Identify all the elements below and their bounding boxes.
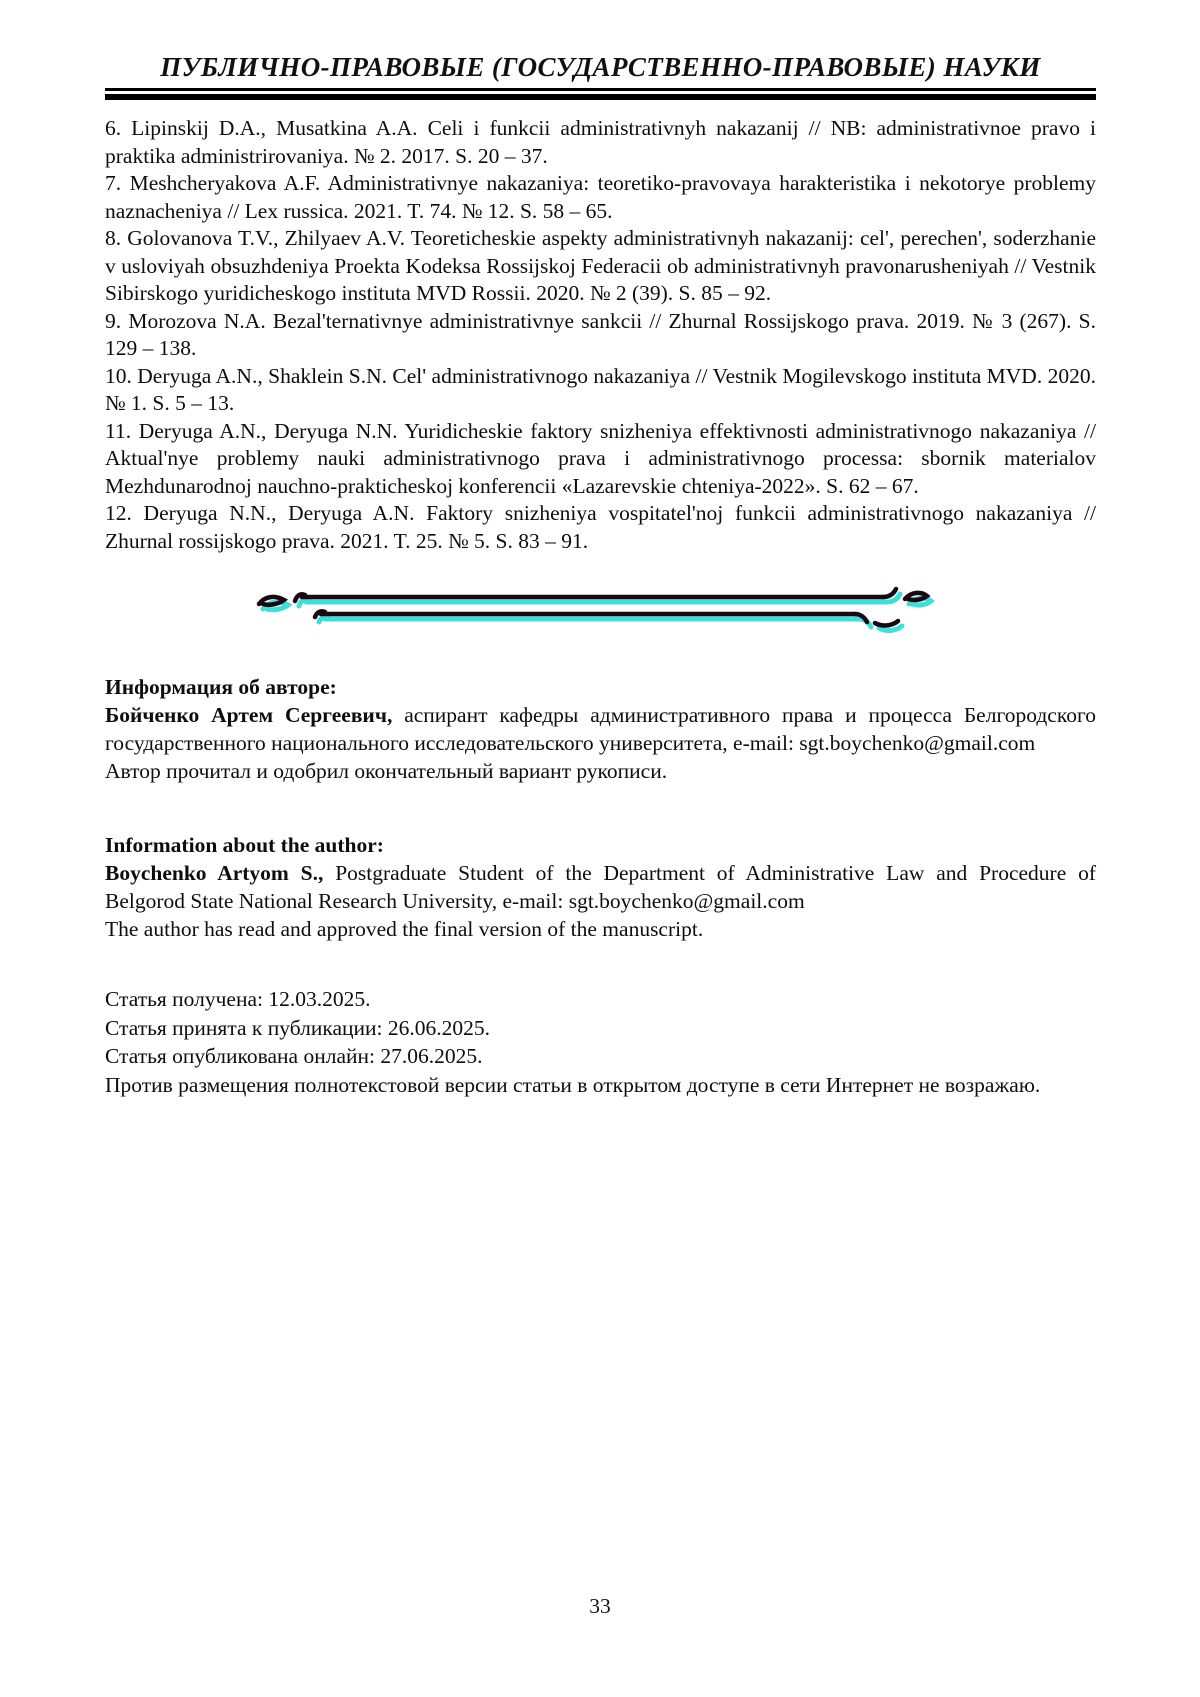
section-divider: [105, 585, 1096, 637]
author-info-en-body: [105, 859, 1096, 915]
reference-item: 10. Deryuga A.N., Shaklein S.N. Cel' administrativnogo nakazaniya // Vestnik Mogilevskogo instituta MVD. 2020. № 1. S. 5 – 13.: [105, 363, 1096, 415]
reference-item: 11. Deryuga A.N., Deryuga N.N. Yuridicheskie faktory snizheniya effektivnosti administrativnogo nakazaniya // Aktual'nye problemy nauki administrativnogo prava i administrativnogo processa: sbornik materialov Mezhdunarodnoj nauchno-prakticheskoj konferencii «Lazarevskie chteniya-2022». S. 62 – 67.: [105, 418, 1096, 498]
author-name-en: Boychenko Artyom S.,: [105, 861, 324, 885]
date-received: Статья получена: 12.03.2025.: [105, 987, 371, 1011]
header-rule-thin: [105, 88, 1096, 91]
open-access-statement: Против размещения полнотекстовой версии статьи в открытом доступе в сети Интернет не возражаю.: [105, 1072, 1041, 1097]
author-info-ru-body: [105, 701, 1096, 757]
header-rule-thick: [105, 94, 1096, 100]
author-info-en-heading: Information about the author:: [105, 833, 384, 857]
author-note-ru: Автор прочитал и одобрил окончательный вариант рукописи.: [105, 759, 668, 783]
journal-section-title: ПУБЛИЧНО-ПРАВОВЫЕ (ГОСУДАРСТВЕННО-ПРАВОВЫЕ) НАУКИ: [160, 52, 1041, 82]
author-description-en: Postgraduate Student of the Department of Administrative Law and Procedure of Belgorod State National Research University, e-mail: sgt.boychenko@gmail.com: [105, 861, 1096, 913]
reference-item: 12. Deryuga N.N., Deryuga A.N. Faktory snizheniya vospitatel'noj funkcii administrativnogo nakazaniya // Zhurnal rossijskogo prava. 2021. T. 25. № 5. S. 83 – 91.: [105, 501, 1096, 553]
reference-item: 7. Meshcheryakova A.F. Administrativnye nakazaniya: teoretiko-pravovaya harakteristika i nekotorye problemy naznacheniya // Lex russica. 2021. T. 74. № 12. S. 58 – 65.: [105, 171, 1096, 223]
author-info-ru: [105, 673, 1096, 785]
reference-item: 6. Lipinskij D.A., Musatkina A.A. Celi i funkcii administrativnyh nakazanij // NB: administrativnoe pravo i praktika administrirovaniya. № 2. 2017. S. 20 – 37.: [105, 116, 1096, 168]
flourish-divider-icon: [251, 585, 951, 635]
author-info-en: [105, 831, 1096, 943]
reference-item: 8. Golovanova T.V., Zhilyaev A.V. Teoreticheskie aspekty administrativnyh nakazanij: cel', perechen', soderzhanie v usloviyah obsuzhdeniya Proekta Kodeksa Rossijskoj Federacii ob administrativnyh pravonarusheniyah // Vestnik Sibirskogo yuridicheskogo instituta MVD Rossii. 2020. № 2 (39). S. 85 – 92.: [105, 226, 1096, 305]
date-published: Статья опубликована онлайн: 27.06.2025.: [105, 1044, 483, 1068]
page-number: 33: [589, 1594, 611, 1618]
date-accepted: Статья принята к публикации: 26.06.2025.: [105, 1015, 490, 1040]
author-info-ru-heading: Информация об авторе:: [105, 675, 337, 699]
author-note-en: The author has read and approved the final version of the manuscript.: [105, 917, 704, 941]
references-list: [105, 115, 1096, 555]
author-description-ru: аспирант кафедры административного права и процесса Белгородского государственного национального исследовательского университета, e-mail: sgt.boychenko@gmail.com: [105, 703, 1096, 755]
author-name-ru: Бойченко Артем Сергеевич,: [105, 703, 393, 727]
reference-item: 9. Morozova N.A. Bezal'ternativnye administrativnye sankcii // Zhurnal Rossijskogo prava. 2019. № 3 (267). S. 129 – 138.: [105, 308, 1096, 360]
article-dates: [105, 985, 1096, 1099]
